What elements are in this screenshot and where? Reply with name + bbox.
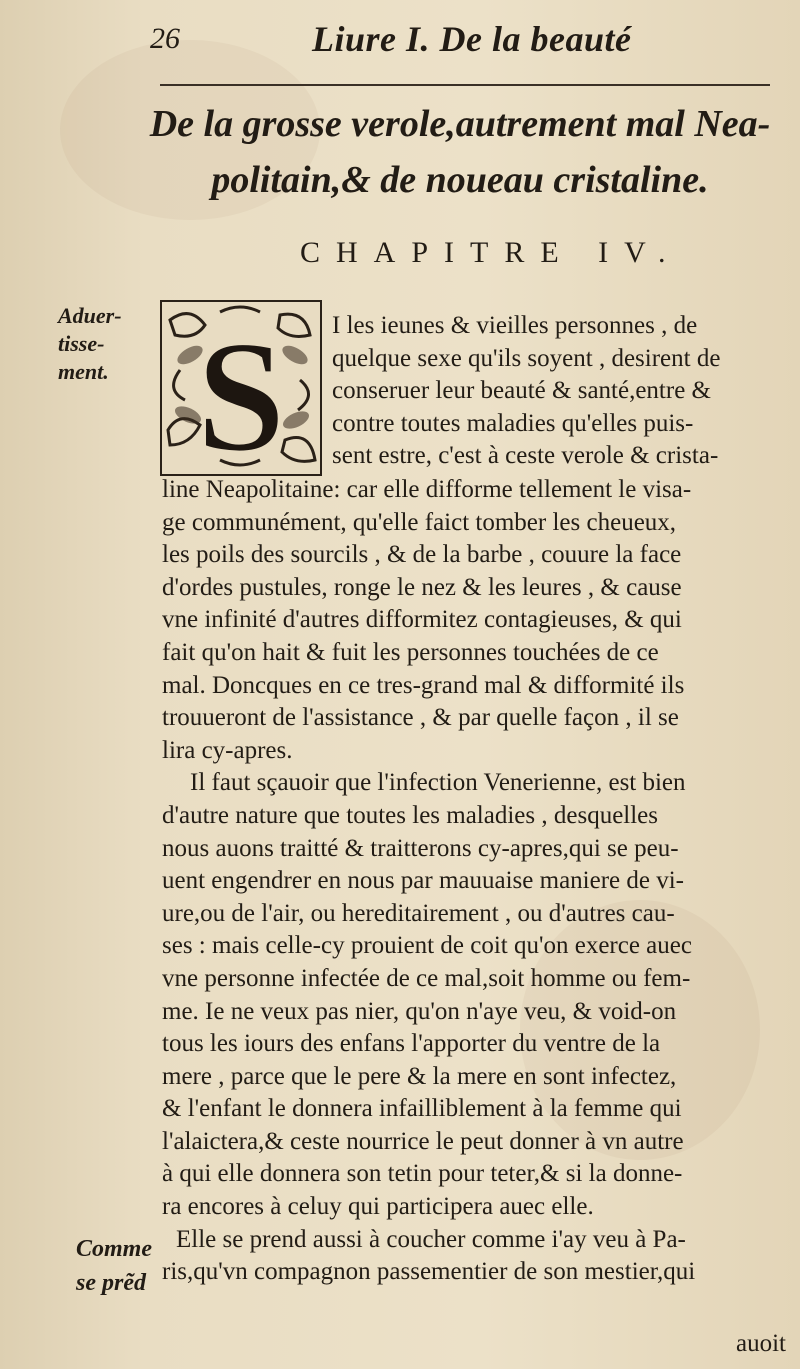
- margin-note-line: se prẽd: [76, 1270, 146, 1296]
- text-line: I les ieunes & vieilles personnes , de: [332, 312, 698, 339]
- body-text: [162, 474, 695, 1289]
- text-line: l'alaictera,& ceste nourrice le peut donner à vn autre: [162, 1127, 684, 1155]
- text-line: quelque sexe qu'ils soyent , desirent de: [332, 344, 721, 372]
- dropcap-svg: [160, 300, 322, 476]
- text-line: tous les iours des enfans l'apporter du ventre de la: [162, 1030, 661, 1058]
- text-line: fait qu'on hait & fuit les personnes touchées de ce: [162, 638, 659, 666]
- text-line: d'ordes pustules, ronge le nez & les leures , & cause: [162, 573, 682, 601]
- text-line: sent estre, c'est à ceste verole & crista-: [332, 442, 719, 470]
- text-line: line Neapolitaine: car elle difforme tellement le visa-: [162, 476, 692, 503]
- text-line: à qui elle donnera son tetin pour teter,& si la donne-: [162, 1160, 683, 1188]
- body-text-opening: [332, 310, 720, 473]
- text-line: lira cy-apres.: [162, 736, 293, 764]
- margin-note-comme-se-prend: [76, 1232, 152, 1300]
- text-line: & l'enfant le donnera infailliblement à la femme qui: [162, 1095, 682, 1123]
- text-line: vne personne infectée de ce mal,soit homme ou fem-: [162, 964, 691, 992]
- text-line: conseruer leur beauté & santé,entre &: [332, 377, 711, 405]
- margin-note-line: ment.: [58, 359, 109, 384]
- text-line: me. Ie ne veux pas nier, qu'on n'aye veu, & void-on: [162, 997, 677, 1025]
- ornamental-initial-s-icon: [160, 300, 322, 476]
- text-line: ge communément, qu'elle faict tomber les cheueux,: [162, 508, 677, 536]
- text-line: contre toutes maladies qu'elles puis-: [332, 409, 694, 437]
- chapter-heading-line: politain,& de noueau cristaline.: [211, 159, 709, 201]
- text-line: ure,ou de l'air, ou hereditairement , ou d'autres cau-: [162, 899, 675, 927]
- text-line: Elle se prend aussi à coucher comme i'ay veu à Pa-: [176, 1225, 686, 1253]
- header-rule: [160, 84, 770, 86]
- margin-note-line: Comme: [76, 1236, 152, 1262]
- margin-note-line: tisse-: [58, 331, 105, 356]
- chapter-heading-line: De la grosse verole,autrement mal Nea-: [149, 103, 771, 145]
- text-line: uent engendrer en nous par mauuaise maniere de vi-: [162, 867, 685, 895]
- text-line: nous auons traitté & traitterons cy-apres,qui se peu-: [162, 834, 679, 862]
- text-line: mal. Doncques en ce tres-grand mal & difformité ils: [162, 671, 685, 699]
- text-line: trouueront de l'assistance , & par quelle façon , il se: [162, 704, 679, 732]
- text-line: Il faut sçauoir que l'infection Venerienne, est bien: [190, 769, 686, 797]
- text-line: les poils des sourcils , & de la barbe , couure la face: [162, 541, 682, 569]
- text-line: mere , parce que le pere & la mere en sont infectez,: [162, 1062, 677, 1090]
- margin-note-line: Aduer-: [58, 303, 122, 328]
- chapter-number: CHAPITRE IV.: [300, 236, 682, 269]
- text-line: ra encores à celuy qui participera auec elle.: [162, 1193, 594, 1221]
- running-title: Liure I. De la beauté: [312, 19, 632, 59]
- text-line: ses : mais celle-cy prouient de coit qu'on exerce auec: [162, 932, 692, 960]
- text-line: d'autre nature que toutes les maladies , desquelles: [162, 801, 659, 829]
- catchword: auoit: [736, 1330, 786, 1357]
- text-line: ris,qu'vn compagnon passementier de son mestier,qui: [162, 1258, 696, 1286]
- text-line: vne infinité d'autres difformitez contagieuses, & qui: [162, 606, 682, 634]
- margin-note-advertissement: [58, 302, 122, 386]
- page-number: 26: [150, 22, 180, 55]
- running-header: [150, 18, 750, 66]
- chapter-heading: [120, 96, 800, 208]
- dropcap-letter: S: [196, 307, 286, 476]
